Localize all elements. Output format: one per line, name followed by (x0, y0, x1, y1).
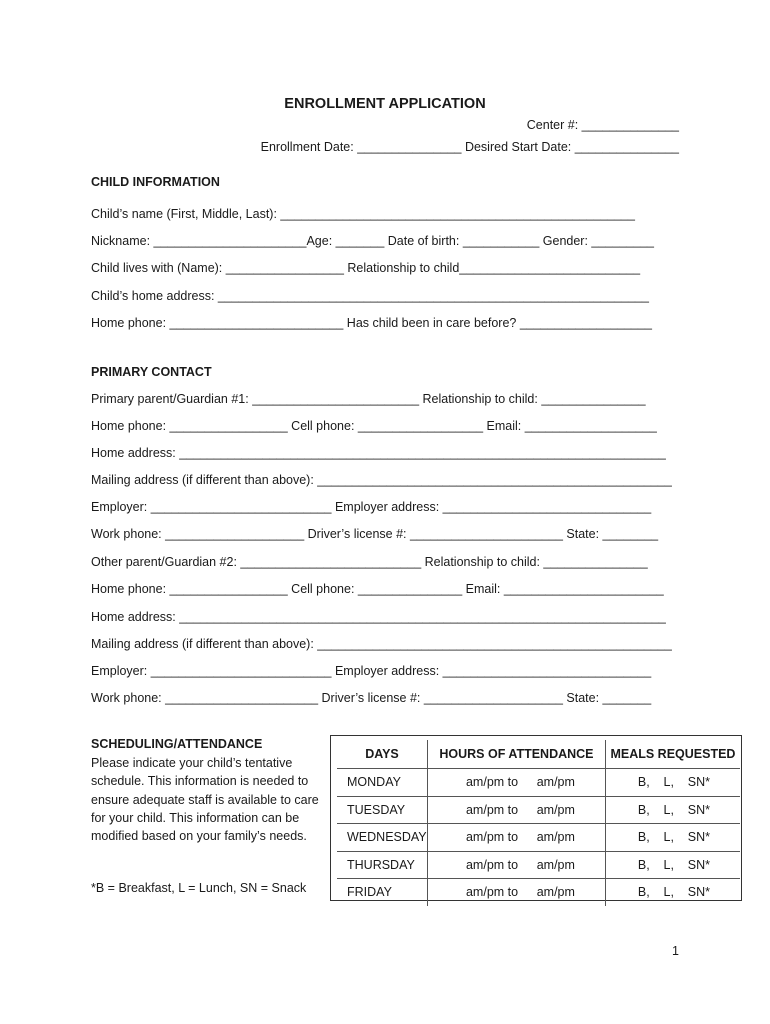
hours-cell[interactable] (427, 796, 605, 824)
meal-lunch: L, (663, 885, 674, 900)
hours-from: am/pm to (465, 802, 519, 817)
child-name-field[interactable]: Child’s name (First, Middle, Last): ___________________________________________________ (91, 207, 635, 221)
guardian2-phones-field[interactable]: Home phone: _________________ Cell phone: _______________ Email: _______________________ (91, 582, 664, 596)
table-row (337, 851, 740, 879)
guardian2-name-field[interactable]: Other parent/Guardian #2: __________________________ Relationship to child: _______________ (91, 555, 648, 569)
hours-cell[interactable] (427, 824, 605, 852)
meals-cell[interactable] (605, 796, 740, 824)
hours-from: am/pm to (465, 857, 519, 872)
table-row (337, 824, 740, 852)
meal-breakfast: B, (637, 857, 650, 872)
hours-from: am/pm to (465, 885, 519, 900)
hours-to: am/pm (536, 830, 575, 845)
meal-lunch: L, (663, 775, 674, 790)
guardian2-home-address-field[interactable]: Home address: ______________________________________________________________________ (91, 610, 666, 624)
meal-breakfast: B, (637, 885, 650, 900)
days-header: DAYS (337, 740, 427, 769)
meal-lunch: L, (663, 830, 674, 845)
guardian1-home-address-field[interactable]: Home address: ______________________________________________________________________ (91, 446, 666, 460)
hours-to: am/pm (536, 802, 575, 817)
nickname-age-dob-gender-field[interactable]: Nickname: ______________________Age: _______ Date of birth: ___________ Gender: _________ (91, 234, 654, 248)
hours-to: am/pm (536, 885, 575, 900)
guardian1-name-field[interactable]: Primary parent/Guardian #1: ________________________ Relationship to child: _______________ (91, 392, 646, 406)
page-number: 1 (672, 944, 679, 958)
meal-snack: SN* (687, 830, 710, 845)
schedule-table-box (330, 735, 742, 901)
hours-to: am/pm (536, 775, 575, 790)
hours-cell[interactable] (427, 879, 605, 906)
meal-breakfast: B, (637, 830, 650, 845)
table-row (337, 796, 740, 824)
child-home-address-field[interactable]: Child’s home address: ______________________________________________________________ (91, 289, 649, 303)
day-cell: TUESDAY (337, 796, 427, 824)
guardian1-employer-field[interactable]: Employer: __________________________ Employer address: ______________________________ (91, 500, 652, 514)
meal-breakfast: B, (637, 775, 650, 790)
primary-contact-heading: PRIMARY CONTACT (91, 365, 212, 379)
meals-cell[interactable] (605, 851, 740, 879)
meal-breakfast: B, (637, 802, 650, 817)
day-cell: THURSDAY (337, 851, 427, 879)
enrollment-dates-field[interactable]: Enrollment Date: _______________ Desired Start Date: _______________ (260, 140, 679, 154)
child-information-heading: CHILD INFORMATION (91, 175, 220, 189)
hours-cell[interactable] (427, 851, 605, 879)
meal-snack: SN* (687, 885, 710, 900)
hours-header: HOURS OF ATTENDANCE (427, 740, 605, 769)
hours-from: am/pm to (465, 830, 519, 845)
table-row (337, 769, 740, 797)
meals-cell[interactable] (605, 769, 740, 797)
day-cell: FRIDAY (347, 885, 392, 900)
guardian2-mailing-address-field[interactable]: Mailing address (if different than above): ___________________________________________________ (91, 637, 672, 651)
meal-lunch: L, (663, 802, 674, 817)
page-title: ENROLLMENT APPLICATION (284, 96, 486, 112)
meal-footnote: *B = Breakfast, L = Lunch, SN = Snack (91, 881, 307, 895)
meal-snack: SN* (687, 775, 710, 790)
hours-cell[interactable] (427, 769, 605, 797)
scheduling-heading: SCHEDULING/ATTENDANCE (91, 737, 263, 751)
day-cell: MONDAY (337, 769, 427, 797)
guardian1-work-phone-field[interactable]: Work phone: ____________________ Driver’s license #: ______________________ State: ________ (91, 527, 659, 541)
hours-to: am/pm (536, 857, 575, 872)
meals-header: MEALS REQUESTED (605, 740, 740, 769)
table-row (337, 879, 740, 906)
guardian2-work-phone-field[interactable]: Work phone: ______________________ Driver’s license #: ____________________ State: _______ (91, 691, 652, 705)
meal-snack: SN* (687, 857, 710, 872)
guardian2-employer-field[interactable]: Employer: __________________________ Employer address: ______________________________ (91, 664, 652, 678)
center-number-field[interactable]: Center #: ______________ (526, 118, 679, 132)
child-lives-with-field[interactable]: Child lives with (Name): _________________ Relationship to child__________________________ (91, 261, 641, 275)
meal-lunch: L, (663, 857, 674, 872)
meal-snack: SN* (687, 802, 710, 817)
schedule-table (337, 740, 740, 906)
guardian1-phones-field[interactable]: Home phone: _________________ Cell phone: __________________ Email: ___________________ (91, 419, 657, 433)
meals-cell[interactable] (605, 824, 740, 852)
scheduling-description: Please indicate your child’s tentative schedule. This information is needed to ensure adequate staff is available to care for your child. This information can be modified based on your family’s needs. (91, 756, 319, 844)
day-cell: WEDNESDAY (337, 824, 427, 852)
child-home-phone-field[interactable]: Home phone: _________________________ Has child been in care before? ___________________ (91, 316, 652, 330)
hours-from: am/pm to (465, 775, 519, 790)
meals-cell[interactable] (605, 879, 740, 906)
guardian1-mailing-address-field[interactable]: Mailing address (if different than above): ___________________________________________________ (91, 473, 672, 487)
